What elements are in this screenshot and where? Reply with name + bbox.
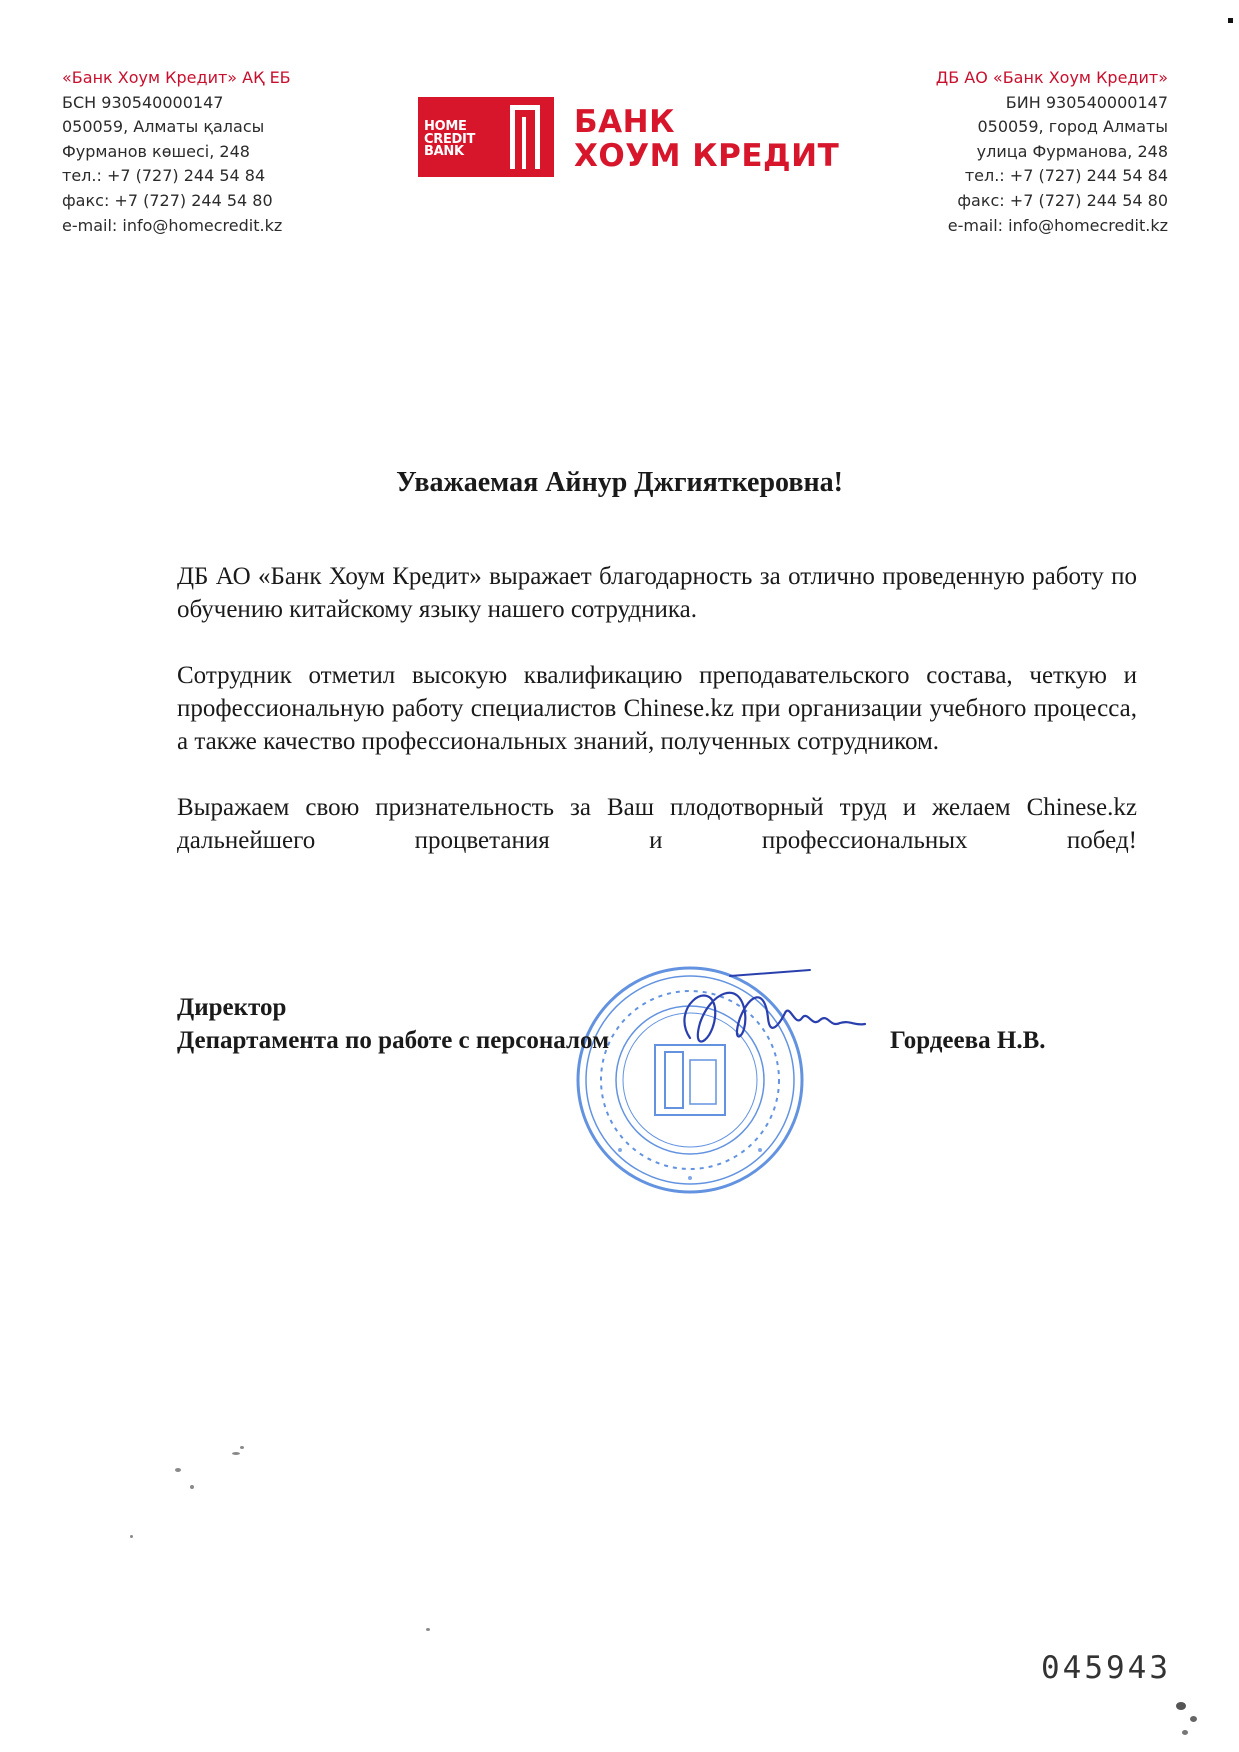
paragraph-1: ДБ АО «Банк Хоум Кредит» выражает благодарность за отлично проведенную работу по обучению китайскому языку нашего сотрудника.	[177, 563, 1137, 623]
logo-mark	[418, 97, 554, 177]
city-kazakh: 050059, Алматы қаласы	[62, 117, 265, 137]
scan-speck	[1182, 1730, 1188, 1735]
scan-speck	[175, 1468, 181, 1472]
header-address-russian	[936, 66, 1168, 238]
street-russian: улица Фурманова, 248	[976, 141, 1168, 161]
scan-speck	[130, 1535, 133, 1538]
city-russian: 050059, город Алматы	[977, 117, 1168, 137]
fax-kazakh: факс: +7 (727) 244 54 80	[62, 190, 273, 210]
salutation: Уважаемая Айнур Джгияткеровна!	[396, 467, 843, 498]
scan-speck	[1190, 1716, 1197, 1722]
fax-russian: факс: +7 (727) 244 54 80	[957, 190, 1168, 210]
logo-box-line-bank: BANK	[424, 144, 464, 159]
header-address-kazakh	[62, 66, 291, 238]
paragraph-2: Сотрудник отметил высокую квалификацию преподавательского состава, четкую и профессиональную работу специалистов Chinese.kz при организации учебного процесса, а также качество профессиональных знаний, полученных сотрудником.	[177, 662, 1137, 755]
bin-kazakh: БСН 930540000147	[62, 92, 224, 112]
logo-wordmark	[574, 105, 839, 173]
street-kazakh: Фурманов көшесі, 248	[62, 141, 250, 161]
serial-number: 045943	[1041, 1650, 1171, 1686]
signatory-title-line-1: Директор	[177, 994, 287, 1021]
signatory-title-line-2: Департамента по работе с персоналом	[177, 1027, 610, 1054]
scan-speck	[1228, 18, 1233, 23]
scan-speck	[190, 1485, 194, 1489]
scan-speck	[426, 1628, 430, 1631]
bank-name-russian: ДБ АО «Банк Хоум Кредит»	[935, 68, 1168, 87]
bank-name-kazakh: «Банк Хоум Кредит» АҚ ЕБ	[62, 68, 291, 87]
logo-name-line-1: БАНК	[574, 104, 675, 140]
phone-russian: тел.: +7 (727) 244 54 84	[964, 166, 1168, 186]
handwritten-signature	[670, 968, 870, 1078]
logo-box-line-home: HOME	[424, 119, 467, 134]
bank-logo	[418, 97, 840, 179]
letter-body	[177, 560, 1137, 890]
signatory-name: Гордеева Н.В.	[890, 1027, 1046, 1054]
scan-speck	[1176, 1702, 1186, 1710]
logo-box-line-credit: CREDIT	[424, 131, 476, 147]
bin-russian: БИН 930540000147	[1005, 92, 1168, 112]
scan-speck	[240, 1446, 244, 1449]
email-kazakh: e-mail: info@homecredit.kz	[62, 215, 283, 235]
scan-speck	[232, 1452, 240, 1455]
email-russian: e-mail: info@homecredit.kz	[947, 215, 1168, 235]
paragraph-3: Выражаем свою признательность за Ваш плодотворный труд и желаем Chinese.kz дальнейшего процветания и профессиональных побед!	[177, 794, 1137, 854]
logo-name-line-2: ХОУМ КРЕДИТ	[574, 138, 840, 174]
phone-kazakh: тел.: +7 (727) 244 54 84	[62, 166, 266, 186]
signatory-title	[177, 991, 609, 1057]
